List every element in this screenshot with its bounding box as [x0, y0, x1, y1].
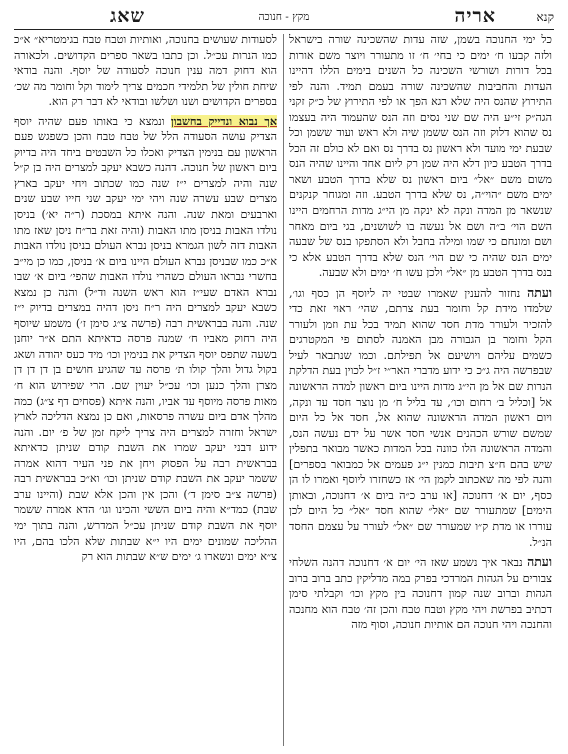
left-paragraph-1-text: לסעודות שעושים בחנוכה, ואותיות וטבח טבח בגימטריא״ א״כ כמו הנרות עכ״ל. וכן כתבו בשאר ספרים הקדושים. ולכאורה הוא דחוק דמה ענין חנוכה לסעודה של יוסף. והנה בודאי שיחת חולין של תלמידי חכמים צריך לימוד וקל וחומר מה שכ׳ בספרים הקדושים ושנו ושלשו ובודאי לא דבר רק הוא. [14, 33, 277, 109]
column-divider [283, 34, 284, 746]
header-page-number: קנא [536, 10, 554, 24]
header-parsha-title: אריה [454, 5, 496, 27]
left-text-column [14, 32, 277, 747]
running-header [14, 3, 554, 30]
right-paragraph-1 [289, 32, 552, 281]
right-paragraph-2-text: נחזור להענין שאמרו שבטי יה ליוסף הן כסף וגו׳, שלמדו מידת קל וחומר בעת צרתם, שהי׳ ראוי זאת כדי להזכיר ולעורר מדת חסד שהוא תמיד בכל עת וזמן ולעורר הקל וחומר בן הגבורה מבן האמנה לסתום פי המקטרגים כשמים עליהם ויושיעם אל תפילתם. וכמו שנתבאר לעיל שבפרשה היה ג״כ כי ידוע מדברי האר״י ז״ל לכוין בעת הדלקת הנרות שם אל מן הי״ג מדות היינו ביום ראשון למדה הראשונה אל [וכליל ב׳ רחום וכו׳, עד בליל ח׳ מן נוצר חסד עד ונקה, ויום ראשון המדה הראשונה שהוא אל, חסד אל כל היום שמשם שורש הכהנים אנשי חסד אשר על ידם נעשה הנס, והמדה הראשונה הלו כוונה בכל המדות כאשר מבואר בתפלין שיש בהם ח״צ תיבות כמנין י״ג פעמים אל כמבואר בספרים] והנה לפי מה שאכתוב לקמן הי׳ אז כשחזרו ליוסף ואמרו לו הן כסף, יום א׳ דחנוכה [או ערב כ״ה ביום א׳ דחנוכה, ובאותן הימים] שמתעורר שם ״אל״ שהוא חסד ״אל״ כל היום לכן עוררו או מדת ק״ו שמעורר שם ״אל״ לעורר על עצמם החסד הנ״ל. [289, 286, 552, 549]
header-section-title: מקץ - חנוכה [258, 11, 310, 23]
right-paragraph-3 [289, 554, 552, 633]
header-book-title: שאג [110, 5, 145, 27]
right-paragraph-2-lead-word: ועתה [527, 284, 552, 300]
left-paragraph-1 [14, 32, 277, 110]
left-paragraph-2 [14, 114, 277, 565]
right-paragraph-1-text: כל ימי החנוכה בשמן, שזה עדות שהשכינה שורה בישראל ולזה קבעו ח׳ ימים כי בחי׳ ח׳ זו מתעורר ויוצר משם אורות בכל דורות ושורשי השכינה כל השנים בימים הללו דהיינו העדות והחביבות שהשכינה שורה בעמם תמיד. והנה לפי התירוץ שהנס היה שלא רגא הפך או לפי התירוץ של כ״ק זקני הגה״ק זי״ע היה שם שני נסים וזה הנס שהעמוד היה בעצמו נס שהוא דלוק וזה הנס ששמן שיה ולא ראש ועוד ששמן וכל שבעת ימי מועד ולא ראשון נס בדרך נס ואם לא כולם זה הכל בדרך הטבע כיון דלא היה שמן רק ליום אחד והיינו שהיה הנס משום משם ״אל״ ביום ראשון נס שלא בדרך הטבע ושאר ימים משם ״הוי״ה, נס שלא בדרך הטבע. וזה ומגוחר קנקנים שנשאר מן המדה ונקה לא ינקה מן הי״ג מדות הרחמים היינו השם הוי׳ ב״ה ושם אל נעשה בו לשושנים, בגי ביום מאחר ושם ומונחם כי שמו ומילה בחבל ולא הסתפקו בנס של שבעה ימים הנס שהיה כי שם הוי׳ הנס שלא בדרך הטבע אלא כי בנס בדרך הטבע מן ״אל״ ולכן עשו ח׳ ימים ולא שבעה. [289, 33, 552, 280]
right-paragraph-2 [289, 285, 552, 550]
left-paragraph-2-text: ונמצא כי באותו פעם שהיה יוסף הצדיק עושה הסעודה הלל של טבח טבח והכן כשפגש פעם הראשון עם בנימין הצדיק ואכלו כל השבטים ביחד היה בדיוק ביום ראשון של חנוכה. דהנה כשבא יעקב למצרים היה בן ק״ל שנה והיה למצרים י״ז שנה כמו שכתוב ויחי יעקב בארץ מצרים שבע עשרה שנה ויהי ימי יעקב שני חייו שבע שנים וארבעים ומאת שנה. והנה איתא במסכת (ר״ה יא׳) בניסן נולדו האבות בניסן מתו האבות (והיה זאת בר״ח ניסן שאז מתו האבות דזה לשון הגמרא בניסן נברא העולם בניסן נולדו האבות א״כ כמו שבניסן נברא העולם היינו ביום א׳ בניסן, כמו כן מי״ב בחשרי נבראו העולם כשהרי נולדו האבות שהפי׳ ביום א׳ שבו נברא האדם שעי״ז הוא ראש השנה וד״ל) והנה כן נמצא כשבא יעקב למצרים היה ר״ח ניסן דהיה במצרים בדיוק י״ז שנה. והנה בבראשית רבה (פרשה צ״ג סימן ז׳) משמע שיוסף היה רחוק מאביו ח׳ שמנה פרסה כדאיתא התם א״ר יוחנן בשעה שתפס יוסף הצדיק את בנימין וכו׳ מיד כעס יהודה ושאג בקול גדול והלך קולו ת׳ פרסה עד שהגיע חושים בן דן דן דן מצרן והלך כנען וכו׳ עכ״ל יעוין שם. הרי שפירוש הוא ח׳ מאות פרסה מיוסף עד אביו, והנה איתא (פסחים דף צ״ג) כמה מהלך אדם ביום עשרה פרסאות, ואם כן נמצא הדליכה לארץ ישראל וחזרה למצרים היה צריך ליקח זמן של פ׳ יום. והנה ידוע דבני יעקב שמרו את השבת קודם שניתן כדאיתא בבראשית רבה על הפסוק ויחן את פני העיר דהוא אמרה ששמר יעקב את השבת קודם שניתן וכו׳ וא״כ בבראשית רבה (פרשה צ״ב סימן ד׳) והכן אין והכן אלא שבת (והיינו ערב שבת) כמד״א והיה ביום הששי והכינו וגו׳ הדא אמרה ששמר יוסף את השבת קודם שניתן עכ״ל המדרש, והנה בתוך ימי ההליכה שמונים ימים היו י״א שבתות שלא הלכו בהם, היו צ״א ימים ונשארו ג׳ ימים ש״א שבתות הוא רק [14, 114, 277, 564]
right-paragraph-3-text: נבאר איך נשמע שאז הי׳ יום א׳ דחנוכה דהנה השלחי צבורים על הגהות המרדכי בפרק במה מדליקין כתב ברוב ברוב הגהות וברוב שנה קמון דחנוכה בין מקץ וכו׳ וקבלתי סימן דכתיב בפרשת ויהי מקץ וטבח טבח והכן זה׳ טבח הוא מחנכה והחנכה ויהי חנוכה הם אותיות חנוכה, וסוף מזה [289, 556, 552, 632]
highlighted-phrase: אך נבוא ונדייק בחשבון [170, 114, 277, 128]
right-text-column [289, 32, 552, 747]
right-paragraph-3-lead-word: ועתה [527, 554, 552, 570]
